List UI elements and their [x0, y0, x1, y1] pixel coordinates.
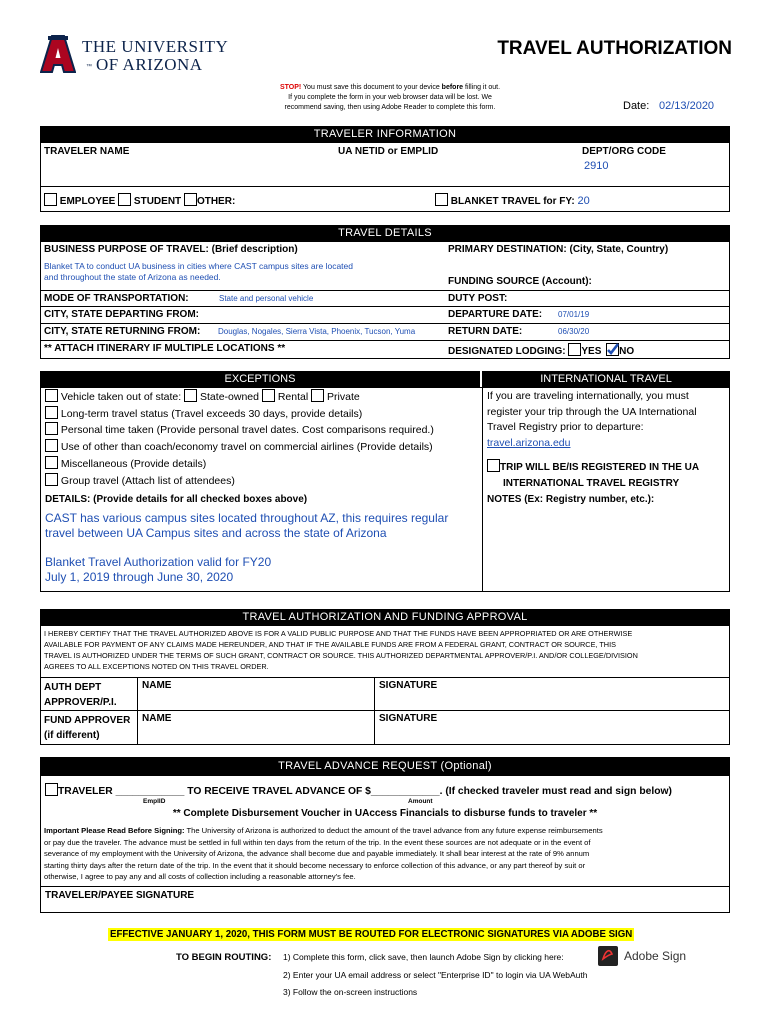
auth-signature-label: SIGNATURE — [379, 680, 438, 691]
checkmark-icon — [606, 343, 619, 356]
funding-label: FUNDING SOURCE (Account): — [448, 276, 592, 287]
university-logo — [40, 34, 229, 76]
routing-label: TO BEGIN ROUTING: — [176, 952, 272, 963]
logo-tm: ™ — [86, 64, 92, 70]
details-divider-1 — [40, 290, 730, 291]
routing-step2: 2) Enter your UA email address or select "Enterprise ID" to login via UA WebAuth — [283, 970, 588, 980]
logo-line1: THE UNIVERSITY — [82, 37, 229, 56]
rental-checkbox[interactable] — [262, 389, 275, 402]
destination-label: PRIMARY DESTINATION: (City, State, Country) — [448, 244, 669, 255]
advance-row — [45, 783, 672, 797]
exception-details-label: DETAILS: (Provide details for all checked boxes above) — [45, 494, 308, 505]
traveler-info-header: TRAVELER INFORMATION — [40, 126, 730, 142]
stop-before: before — [441, 84, 464, 91]
dept-code-field[interactable]: 2910 — [584, 160, 609, 172]
student-label: STUDENT — [133, 196, 182, 207]
block-a-logo-icon — [40, 34, 76, 74]
auth-line2: APPROVER/P.I. — [44, 697, 117, 708]
exception-details-line1: CAST has various campus sites located throughout AZ, this requires regular — [45, 511, 449, 525]
stop-line2: If you complete the form in your web browser data will be lost. We — [288, 94, 492, 101]
international-header: INTERNATIONAL TRAVEL — [482, 371, 730, 387]
blanket-travel-checkbox[interactable] — [435, 193, 448, 206]
private-label: Private — [327, 391, 360, 403]
vehicle-label: Vehicle taken out of state: — [60, 391, 182, 403]
exception-details-field[interactable] — [45, 511, 448, 585]
approval-col-2 — [374, 677, 375, 745]
payee-signature-label: TRAVELER/PAYEE SIGNATURE — [45, 890, 195, 901]
cert-line4: AGREES TO ALL EXCEPTIONS NOTED ON THIS TRAVEL ORDER. — [44, 662, 269, 671]
international-line1: If you are traveling internationally, you must — [487, 390, 689, 402]
stop-notice — [230, 83, 550, 113]
exception-list — [45, 389, 434, 489]
approval-header: TRAVEL AUTHORIZATION AND FUNDING APPROVAL — [40, 609, 730, 625]
other-class-checkbox[interactable] — [45, 439, 58, 452]
date-label: Date: — [623, 100, 650, 112]
lodging — [448, 343, 634, 357]
mode-field[interactable]: State and personal vehicle — [219, 294, 314, 303]
details-divider-2 — [40, 306, 730, 307]
important-line1: The University of Arizona is authorized to deduct the amount of the travel advance from any future expense reimbursements — [184, 826, 603, 835]
departure-date-label: DEPARTURE DATE: — [448, 309, 543, 320]
purpose-line1[interactable]: Blanket TA to conduct UA business in cities where CAST campus sites are located — [44, 261, 353, 271]
traveler-name-label: TRAVELER NAME — [44, 146, 130, 157]
international-line3: Travel Registry prior to departure: — [487, 421, 644, 434]
important-label: Important Please Read Before Signing: — [44, 826, 185, 835]
return-date-label: RETURN DATE: — [448, 326, 523, 337]
exceptions-header: EXCEPTIONS — [40, 371, 480, 387]
details-divider-4 — [40, 340, 730, 341]
important-line2: or pay due the traveler. The advance must be settled in full within ten days from the return of the trip. In the event these sources are not adequate or in the event of — [44, 837, 591, 847]
exception-details-line3: Blanket Travel Authorization valid for FY20 — [45, 555, 272, 569]
vehicle-checkbox[interactable] — [45, 389, 58, 402]
registry-checkbox-row — [487, 459, 699, 508]
misc-label: Miscellaneous (Provide details) — [60, 457, 207, 470]
routing-step3: 3) Follow the on-screen instructions — [283, 987, 418, 997]
fund-line1: FUND APPROVER — [44, 715, 131, 726]
registry-line1: TRIP WILL BE/IS REGISTERED IN THE UA — [500, 462, 700, 473]
fund-name-label: NAME — [142, 713, 172, 724]
stop-line1: You must save this document to your device — [301, 84, 442, 91]
approval-col-1 — [137, 677, 138, 745]
advance-divider — [40, 886, 730, 887]
approval-divider-2 — [40, 710, 730, 711]
duty-post-label: DUTY POST: — [448, 293, 508, 304]
registry-checkbox[interactable] — [487, 459, 500, 472]
date-field[interactable]: 02/13/2020 — [659, 100, 715, 112]
role-checkboxes — [44, 193, 235, 207]
departing-label: CITY, STATE DEPARTING FROM: — [44, 309, 199, 320]
student-checkbox[interactable] — [118, 193, 131, 206]
long-term-checkbox[interactable] — [45, 406, 58, 419]
receive-label: TO RECEIVE TRAVEL ADVANCE OF $ — [187, 786, 371, 797]
registry-line2: INTERNATIONAL TRAVEL REGISTRY — [503, 478, 680, 489]
returning-label: CITY, STATE RETURNING FROM: — [44, 326, 201, 337]
important-text — [44, 825, 603, 883]
fund-approver-label — [44, 713, 130, 743]
netid-label: UA NETID or EMPLID — [338, 146, 439, 157]
cert-line3: TRAVEL IS AUTHORIZED UNDER THE TERMS OF SUCH GRANT, CONTRACT OR SOURCE. THIS AUTHORIZED DEPARTMENTAL APPROVER/P.I. AND/OR COLLEGE/DIVISION — [44, 651, 638, 660]
important-line4: starting thirty days after the return date of the trip. In the event that it should become necessary to enforce collection of this advance, or any part thereof by suit or — [44, 860, 586, 870]
fund-line2: (if different) — [44, 730, 100, 741]
rental-label: Rental — [277, 391, 309, 403]
blanket-travel-label: BLANKET TRAVEL for FY: — [450, 196, 575, 207]
private-checkbox[interactable] — [311, 389, 324, 402]
personal-time-label: Personal time taken (Provide personal travel dates. Cost comparisons required.) — [60, 424, 434, 437]
emplid-caption: EmplID — [143, 798, 166, 805]
international-text — [487, 389, 697, 452]
purpose-line2[interactable]: and throughout the state of Arizona as needed. — [44, 272, 221, 282]
dept-code-label: DEPT/ORG CODE — [582, 146, 666, 157]
other-class-label: Use of other than coach/economy travel on commercial airlines (Provide details) — [60, 441, 433, 454]
adobe-sign-button[interactable] — [598, 946, 688, 966]
employee-label: EMPLOYEE — [59, 196, 116, 207]
amount-blank[interactable]: ____________ — [370, 786, 440, 797]
advance-traveler-label: TRAVELER — [58, 786, 113, 797]
long-term-label: Long-term travel status (Travel exceeds 30 days, provide details) — [60, 407, 363, 420]
auth-dept-label — [44, 680, 117, 710]
state-owned-checkbox[interactable] — [184, 389, 197, 402]
departure-date-field[interactable]: 07/01/19 — [558, 310, 590, 319]
auth-name-label: NAME — [142, 680, 172, 691]
voucher-note: ** Complete Disbursement Voucher in UAccess Financials to disburse funds to traveler ** — [172, 808, 598, 819]
advance-checkbox[interactable] — [45, 783, 58, 796]
advance-header: TRAVEL ADVANCE REQUEST (Optional) — [40, 757, 730, 775]
amount-caption: Amount — [408, 798, 433, 805]
group-label: Group travel (Attach list of attendees) — [60, 474, 235, 487]
details-divider-3 — [40, 323, 730, 324]
exceptions-divider — [482, 387, 483, 592]
purpose-label: BUSINESS PURPOSE OF TRAVEL: (Brief description) — [44, 244, 298, 255]
employee-checkbox[interactable] — [44, 193, 57, 206]
important-line3: severance of my employment with the University of Arizona, the advance shall become due and payable immediately. It shall bear interest at the rate of 9% annum — [44, 849, 590, 859]
routing-step1: 1) Complete this form, click save, then launch Adobe Sign by clicking here: — [283, 952, 564, 962]
mode-label: MODE OF TRANSPORTATION: — [44, 293, 189, 304]
returning-field[interactable]: Douglas, Nogales, Sierra Vista, Phoenix, Tucson, Yuma — [218, 327, 416, 336]
adobe-sign-icon — [598, 946, 618, 966]
attach-itinerary-note: ** ATTACH ITINERARY IF MULTIPLE LOCATIONS ** — [44, 343, 286, 354]
exception-details-line2: travel between UA Campus sites and across the state of Arizona — [45, 526, 387, 540]
approval-divider-1 — [40, 677, 730, 678]
exception-details-line4: July 1, 2019 through June 30, 2020 — [45, 570, 234, 584]
logo-line2: OF ARIZONA — [96, 55, 203, 74]
travel-details-header: TRAVEL DETAILS — [40, 225, 730, 241]
form-title: TRAVEL AUTHORIZATION — [497, 38, 732, 59]
lodging-yes-checkbox[interactable] — [568, 343, 581, 356]
registry-notes-label: NOTES (Ex: Registry number, etc.): — [487, 494, 655, 505]
cert-line2: AVAILABLE FOR PAYMENT OF ANY CLAIMS MADE HEREUNDER, AND THAT IF THE AVAILABLE FUNDS ARE FROM A FEDERAL GRANT, CONTRACT OR SOURCE, THIS — [44, 640, 616, 649]
other-label: OTHER: — [196, 196, 236, 207]
effective-notice: EFFECTIVE JANUARY 1, 2020, THIS FORM MUST BE ROUTED FOR ELECTRONIC SIGNATURES VIA ADOBE SIGN — [110, 929, 633, 940]
lodging-yes-label: YES — [581, 346, 602, 357]
important-line5: otherwise, I agree to pay any and all costs of collection including a reasonable attorney's fee. — [44, 872, 356, 882]
travel-registry-link[interactable]: travel.arizona.edu — [487, 437, 571, 450]
misc-checkbox[interactable] — [45, 456, 58, 469]
certification-text — [44, 628, 638, 672]
international-line2: register your trip through the UA International — [487, 405, 697, 418]
fund-signature-label: SIGNATURE — [379, 713, 438, 724]
group-checkbox[interactable] — [45, 473, 58, 486]
traveler-divider — [40, 186, 730, 187]
stop-word: STOP! — [279, 84, 302, 91]
blanket-travel — [435, 193, 590, 207]
stop-line3: recommend saving, then using Adobe Reader to complete this form. — [284, 104, 496, 111]
stop-line1-end: filling it out. — [463, 84, 501, 91]
personal-time-checkbox[interactable] — [45, 422, 58, 435]
lodging-label: DESIGNATED LODGING: — [448, 346, 566, 357]
state-owned-label: State-owned — [200, 391, 259, 403]
lodging-no-label: NO — [619, 346, 635, 357]
cert-line1: I HEREBY CERTIFY THAT THE TRAVEL AUTHORIZED ABOVE IS FOR A VALID PUBLIC PURPOSE AND THAT THE FUNDS HAVE BEEN APPROPRIATED OR ARE OTHERWISE — [44, 629, 633, 638]
adobe-sign-label: Adobe Sign — [624, 949, 687, 963]
return-date-field[interactable]: 06/30/20 — [558, 327, 590, 336]
blanket-fy-field[interactable]: 20 — [577, 195, 590, 207]
other-checkbox[interactable] — [184, 193, 197, 206]
lodging-no-checkbox[interactable] — [606, 343, 619, 356]
auth-line1: AUTH DEPT — [44, 682, 102, 693]
checked-note: . (If checked traveler must read and sign below) — [439, 786, 672, 797]
emplid-blank[interactable]: ____________ — [115, 786, 185, 797]
